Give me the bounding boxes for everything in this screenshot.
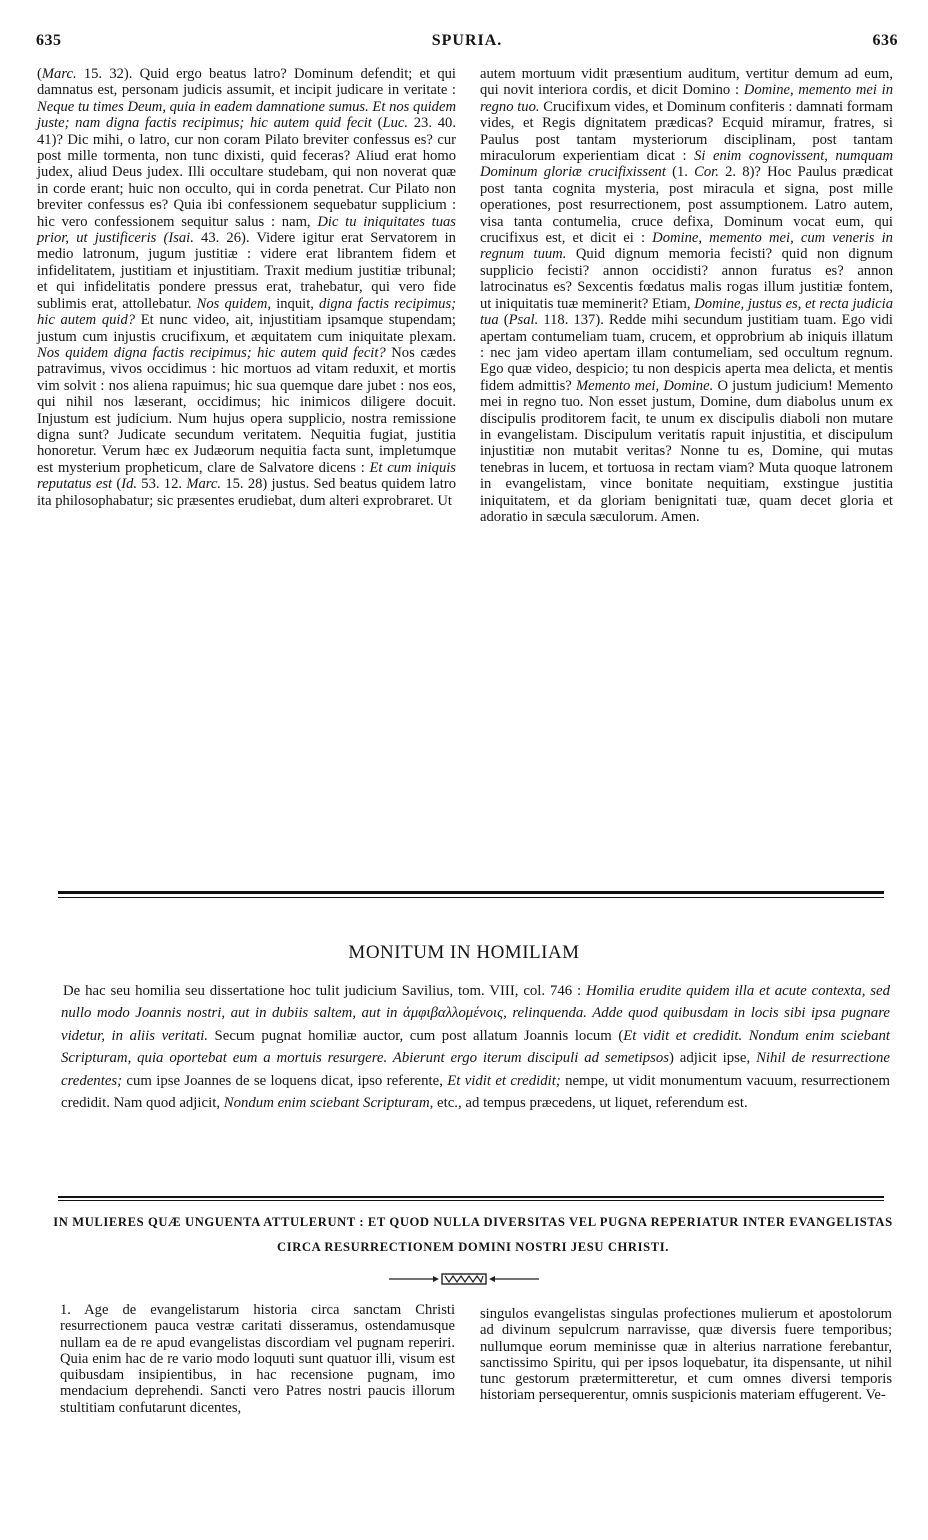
homily-divider-thin xyxy=(58,1200,884,1201)
homily-left-column xyxy=(60,1302,455,1416)
homily-divider-thick xyxy=(58,1196,884,1198)
homily-left-text: 1. Age de evangelistarum historia circa sanctam Christi resurrectionem pauca vestræ caritati disseramus, ostendamusque nullam ea de re apud evangelistas discordiam vel pugnam reperiri. Quia enim hac de re vario modo loquuti sunt quatuor illi, visum est quibusdam insipientibus, in hac recensione pugnam, imo mendacium deprehendi. Sancti vero Patres nostri paucis illorum stultitiam confutarunt dicentes, xyxy=(60,1302,455,1416)
running-title: SPURIA. xyxy=(431,32,503,49)
left-column xyxy=(37,66,456,509)
ornament-rule-icon xyxy=(389,1272,539,1286)
right-column-text: autem mortuum vidit præsentium auditum, vertitur demum ad eum, qui novit interiora cordis, et dicit Domino : Domine, memento mei in regno tuo. Crucifixum vides, et Dominum confiteris : damnati formam vides, et Regis dignitatem prædicas? Ecquid miramur, fratres, si Paulus post tantam mysteriorum disciplinam, post tantam miraculorum experientiam dicat : Si enim cognovissent, numquam Dominum gloriæ crucifixissent (1. Cor. 2. 8)? Hoc Paulus prædicat post tanta cognita mysteria, post miracula et signa, post mille operationes, post resurrectionem, post assumptionem. Latro autem, visa tanta contumelia, cruce defixa, Dominum vocat eum, qui crucifixus est, et dicit ei : Domine, memento mei, cum veneris in regnum tuum. Quid dignum memoria fecisti? quid non dignum supplicio fecisti? annon occidisti? annon furatus es? annon latrocinatus es? Sexcentis fœdatus malis rogas illum justitiæ fontem, ut iniquitatis tuæ meminerit? Etiam, Domine, justus es, et recta judicia tua (Psal. 118. 137). Redde mihi secundum justitiam tuam. Ego vidi apertam contumeliam tuam, crucem, et opprobrium ab iniquis illatum : nec jam video apertam illam contumeliam, sed occultum regnum. Ego quæ video, despicio; tu non despicis aperta mea delicta, et mentis fidem admittis? Memento mei, Domine. O justum judicium! Memento mei in regno tuo. Non esset justum, Domine, dum diabolus unum ex discipulis proditorem facit, te unum ex discipulis diaboli non mutare in evangelistam. Discipulum veritatis rapuit injustitia, et discipulum injustitiæ non mutabit veritas? Nonne tu es, Domine, qui mutas tenebras in lucem, et tortuosa in rectam viam? Muta quoque latronem in evangelistam, vince bonitate nequitiam, exstingue justitia iniquitatem, et da gloriam benignitati tuæ, quam decet gloria et adoratio in sæcula sæculorum. Amen. xyxy=(480,66,894,525)
ornament-divider xyxy=(0,1272,928,1286)
section-divider-thick xyxy=(58,891,884,894)
right-page-number: 636 xyxy=(872,32,898,49)
section-divider-thin xyxy=(58,897,884,898)
right-column xyxy=(480,66,893,525)
monitum-paragraph: De hac seu homilia seu dissertatione hoc tulit judicium Savilius, tom. VIII, col. 746 : Homilia erudite quidem illa et acute contexta, sed nullo modo Joannis nostri, aut in dubiis saltem, aut in ἀμφιβαλλομένοις, relinquenda. Adde quod quibusdam in locis sibi ipsa pugnare videtur, in aliis veritati. Secum pugnat homiliæ auctor, cum post allatum Joannis locum (Et vidit et credidit. Nondum enim sciebant Scripturam, quia oportebat eum a mortuis resurgere. Abierunt ergo iterum discipuli ad semetipsos) adjicit ipse, Nihil de resurrectione credentes; cum ipse Joannes de se loquens dicat, ipso referente, Et vidit et credidit; nempe, ut vidit monumentum vacuum, resurrectionem credidit. Nam quod adjicit, Nondum enim sciebant Scripturam, etc., ad tempus præcedens, ut liquet, referendum est. xyxy=(61,983,890,1112)
left-column-text: (Marc. 15. 32). Quid ergo beatus latro? Dominum defendit; et qui damnatus est, personam judicis assumit, et incipit judicare in veritate : Neque tu times Deum, quia in eadem damnatione sumus. Et nos quidem juste; nam digna factis recipimus; hic autem quid fecit (Luc. 23. 40. 41)? Dic mihi, o latro, cur non coram Pilato breviter confessus es? cur post mille tormenta, non tunc dixisti, quid feceras? Aliud erat homo judex, aliud Deus judex. Illi occultare studebam, qui non noverat quæ in corde erant; huic non occulto, qui in corda penetrat. Cur Pilato non breviter confessus es? Quia ibi confessionem sequebatur supplicium : hic vero confessionem sequitur salus : nam, Dic tu iniquitates tuas prior, ut justificeris (Isai. 43. 26). Videre igitur erat Servatorem in medio latronum, jugum justitiæ : videre erat librantem fidem et infidelitatem, justitiam et injustitiam. Traxit medium justitiæ tribunal; et qui infidelitatis pondere pressus erat, trahebatur, qui vero fide sublimis erat, attollebatur. Nos quidem, inquit, digna factis recipimus; hic autem quid? Et nunc video, ait, injustitiam ipsamque stupendam; justum cum injustis crucifixum, et æquitatem cum iniquitate plexam. Nos quidem digna factis recipimus; hic autem quid fecit? Nos cædes patravimus, vivos occidimus : hic mortuos ad vitam reduxit, et mortis vim solvit : nos aliena rapuimus; hic sua quemque dare jubet : nos eos, qui nihil nos læserant, occidimus; hic inimicos diligere docuit. Injustum est judicium. Num hujus opera supplicio, nostra remissione digna sunt? Judicate secundum veritatem. Nequitia fugiat, justitia honoretur. Verum hæc ex Judæorum nequitia facta sunt, impletumque est mysterium propheticum, clare de Salvatore dicens : Et cum iniquis reputatus est (Id. 53. 12. Marc. 15. 28) justus. Sed beatus quidem latro ita philosophabatur; sic præsentes erudiebat, dum alteri exprobraret. Ut xyxy=(37,66,457,509)
running-header xyxy=(36,32,898,56)
monitum-body xyxy=(61,980,890,1114)
homily-right-text: singulos evangelistas singulas profectiones mulierum et apostolorum ad divinum sepulcrum narravisse, quæ diversis fuere temporibus; nullumque eorum meminisse quæ in alterius narratione ferebantur, sanctissimo Spiritu, qui per ipsos loquebatur, ita dispensante, ut nihil tunc gestorum prætermitteretur, et cum omnes diversi temporis historiam persequerentur, omnis suspicionis materiam effugerent. Ve- xyxy=(480,1306,892,1404)
left-page-number: 635 xyxy=(36,32,62,49)
monitum-title: MONITUM IN HOMILIAM xyxy=(348,942,580,963)
homily-right-column xyxy=(480,1306,892,1404)
homily-title: IN MULIERES QUÆ UNGUENTA ATTULERUNT : ET QUOD NULLA DIVERSITAS VEL PUGNA REPERIATUR INTER EVANGELISTAS CIRCA RESURRECTIONEM DOMINI NOSTRI JESU CHRISTI. xyxy=(53,1215,893,1254)
